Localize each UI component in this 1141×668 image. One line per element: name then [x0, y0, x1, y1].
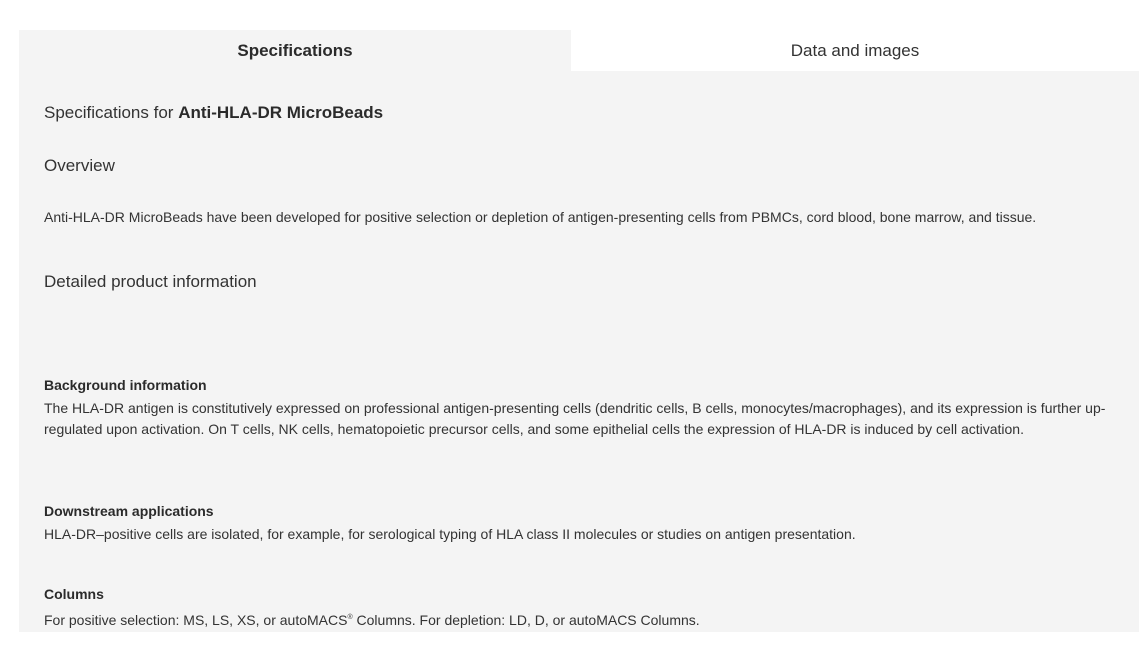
- detailed-info-heading: Detailed product information: [44, 272, 257, 291]
- tab-specifications[interactable]: Specifications: [19, 30, 571, 71]
- specifications-panel: [19, 71, 1139, 632]
- columns-section: [44, 586, 1109, 631]
- registered-mark: ®: [347, 614, 353, 621]
- background-heading: Background information: [44, 377, 207, 393]
- background-text: The HLA-DR antigen is constitutively expressed on professional antigen-presenting cells (dendritic cells, B cells, monocytes/macrophages), and its expression is further up-regulated upon activation. On T cells, NK cells, hematopoietic precursor cells, and some epithelial cells the expression of HLA-DR is induced by cell activation.: [44, 400, 1106, 437]
- columns-text: [44, 607, 1109, 631]
- product-name: Anti-HLA-DR MicroBeads: [178, 103, 384, 122]
- columns-text-before: For positive selection: MS, LS, XS, or autoMACS: [44, 612, 348, 628]
- downstream-section: [44, 503, 1109, 545]
- title-prefix: Specifications for: [44, 103, 179, 122]
- tab-bar: [19, 30, 1139, 71]
- product-tabs-container: [19, 30, 1139, 632]
- background-section: [44, 377, 1109, 440]
- columns-heading: Columns: [44, 586, 104, 602]
- columns-text-after: Columns. For depletion: LD, D, or autoMACS Columns.: [352, 612, 700, 628]
- downstream-heading: Downstream applications: [44, 503, 214, 519]
- overview-text: Anti-HLA-DR MicroBeads have been developed for positive selection or depletion of antigen-presenting cells from PBMCs, cord blood, bone marrow, and tissue.: [44, 209, 1037, 225]
- downstream-text: HLA-DR–positive cells are isolated, for example, for serological typing of HLA class II molecules or studies on antigen presentation.: [44, 526, 856, 542]
- overview-heading: Overview: [44, 156, 115, 175]
- specifications-title: [44, 103, 383, 123]
- tab-data-and-images[interactable]: Data and images: [571, 30, 1139, 71]
